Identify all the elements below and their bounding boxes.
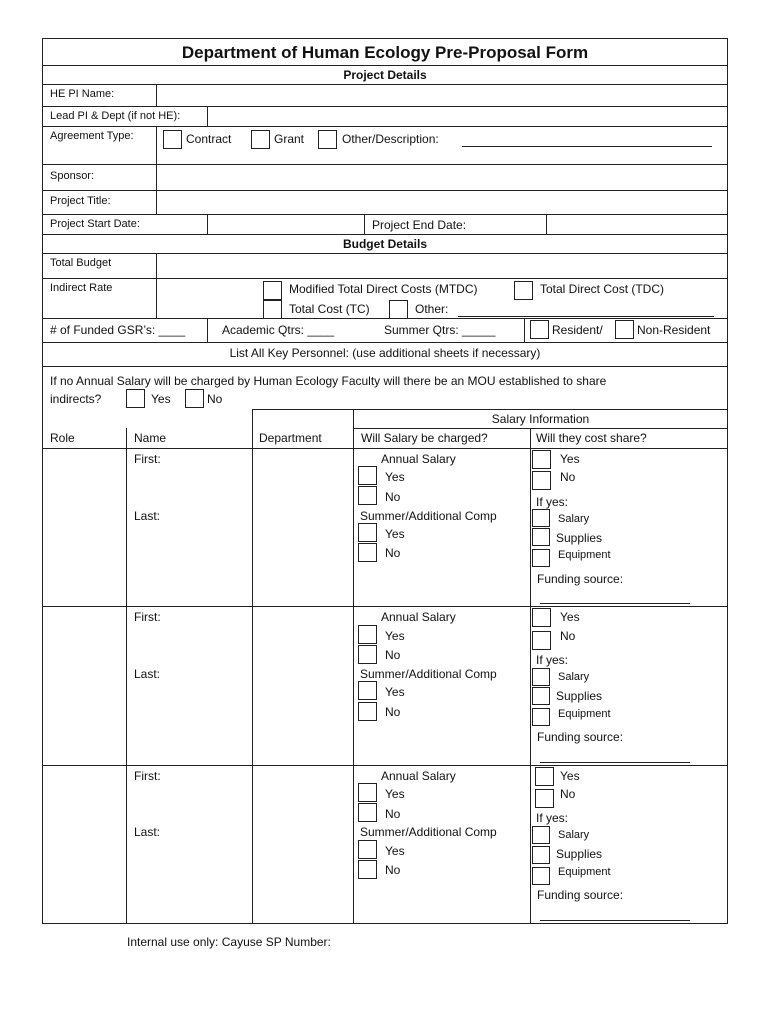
salary-checkbox[interactable] bbox=[532, 668, 550, 686]
annual-salary-label: Annual Salary bbox=[381, 452, 456, 466]
supplies-label: Supplies bbox=[556, 847, 603, 861]
mou-yes-checkbox[interactable] bbox=[126, 389, 145, 408]
grant-checkbox[interactable] bbox=[251, 130, 270, 149]
no-label: No bbox=[560, 787, 576, 801]
salary-info-header: Salary Information bbox=[491, 412, 590, 426]
no-label: No bbox=[385, 807, 401, 821]
annual-salary-label: Annual Salary bbox=[381, 769, 456, 783]
last-name-label: Last: bbox=[134, 825, 161, 839]
other-description-field[interactable] bbox=[462, 146, 712, 147]
indirect-rate-field[interactable] bbox=[157, 279, 255, 317]
resident-label: Resident/ bbox=[552, 323, 603, 337]
internal-use-label: Internal use only: Cayuse SP Number: bbox=[127, 935, 331, 949]
nonresident-checkbox[interactable] bbox=[615, 320, 634, 339]
divider bbox=[42, 126, 728, 127]
funding-source-label: Funding source: bbox=[537, 730, 624, 744]
col-divider bbox=[353, 409, 354, 923]
row-divider bbox=[42, 765, 728, 766]
cost-share-no-checkbox[interactable] bbox=[532, 471, 551, 490]
annual-salary-no-checkbox[interactable] bbox=[358, 803, 377, 822]
divider bbox=[364, 214, 365, 234]
contract-label: Contract bbox=[186, 132, 232, 146]
no-label: No bbox=[560, 470, 576, 484]
if-yes-label: If yes: bbox=[536, 495, 569, 509]
agreement-type-label: Agreement Type: bbox=[50, 130, 134, 142]
divider bbox=[42, 234, 728, 235]
yes-label: Yes bbox=[385, 527, 405, 541]
col-divider bbox=[126, 428, 127, 923]
last-name-label: Last: bbox=[134, 667, 161, 681]
nonresident-label: Non-Resident bbox=[637, 323, 711, 337]
lead-pi-field[interactable] bbox=[208, 107, 727, 125]
tdc-checkbox[interactable] bbox=[514, 281, 533, 300]
mou-question-line2: indirects? bbox=[50, 392, 102, 406]
equipment-checkbox[interactable] bbox=[532, 708, 550, 726]
tdc-label: Total Direct Cost (TDC) bbox=[540, 282, 665, 296]
no-label: No bbox=[560, 629, 576, 643]
project-title-field[interactable] bbox=[157, 191, 727, 213]
salary-checkbox[interactable] bbox=[532, 509, 550, 527]
divider bbox=[353, 428, 728, 429]
summer-qtrs-label: Summer Qtrs: _____ bbox=[384, 323, 496, 337]
col-department: Department bbox=[259, 431, 322, 445]
funding-source-label: Funding source: bbox=[537, 572, 624, 586]
cost-share-yes-checkbox[interactable] bbox=[532, 608, 551, 627]
funding-source-field[interactable] bbox=[540, 603, 690, 604]
end-date-label: Project End Date: bbox=[372, 218, 467, 232]
salary-label: Salary bbox=[558, 513, 590, 525]
other-rate-field[interactable] bbox=[458, 316, 714, 317]
first-name-label: First: bbox=[134, 452, 161, 466]
supplies-checkbox[interactable] bbox=[532, 687, 550, 705]
no-label: No bbox=[385, 705, 401, 719]
supplies-label: Supplies bbox=[556, 689, 603, 703]
project-details-header: Project Details bbox=[343, 68, 427, 82]
no-label: No bbox=[385, 490, 401, 504]
divider bbox=[42, 278, 728, 279]
other-description-label: Other/Description: bbox=[342, 132, 439, 146]
divider bbox=[524, 318, 525, 342]
other-rate-label: Other: bbox=[415, 302, 449, 316]
no-label: No bbox=[385, 546, 401, 560]
salary-checkbox[interactable] bbox=[532, 826, 550, 844]
tc-label: Total Cost (TC) bbox=[289, 302, 370, 316]
annual-salary-label: Annual Salary bbox=[381, 610, 456, 624]
annual-salary-no-checkbox[interactable] bbox=[358, 486, 377, 505]
supplies-label: Supplies bbox=[556, 531, 603, 545]
start-date-label: Project Start Date: bbox=[50, 218, 140, 230]
mou-no-label: No bbox=[207, 392, 223, 406]
col-role: Role bbox=[50, 431, 75, 445]
sponsor-field[interactable] bbox=[157, 165, 727, 189]
mou-question-line1: If no Annual Salary will be charged by Human Ecology Faculty will there be an MOU established to share bbox=[50, 374, 607, 388]
summer-comp-no-checkbox[interactable] bbox=[358, 702, 377, 721]
yes-label: Yes bbox=[560, 769, 580, 783]
contract-checkbox[interactable] bbox=[163, 130, 182, 149]
if-yes-label: If yes: bbox=[536, 653, 569, 667]
equipment-checkbox[interactable] bbox=[532, 867, 550, 885]
col-divider bbox=[530, 428, 531, 923]
key-personnel-label: List All Key Personnel: (use additional sheets if necessary) bbox=[229, 346, 541, 360]
mou-no-checkbox[interactable] bbox=[185, 389, 204, 408]
equipment-label: Equipment bbox=[558, 549, 611, 561]
funding-source-field[interactable] bbox=[540, 762, 690, 763]
divider bbox=[42, 342, 728, 343]
summer-comp-no-checkbox[interactable] bbox=[358, 860, 377, 879]
yes-label: Yes bbox=[560, 610, 580, 624]
project-title-label: Project Title: bbox=[50, 195, 111, 207]
lead-pi-label: Lead PI & Dept (if not HE): bbox=[50, 110, 181, 122]
cost-share-yes-checkbox[interactable] bbox=[535, 767, 554, 786]
end-date-field[interactable] bbox=[547, 215, 727, 233]
yes-label: Yes bbox=[560, 452, 580, 466]
sponsor-label: Sponsor: bbox=[50, 170, 95, 182]
yes-label: Yes bbox=[385, 470, 405, 484]
form-border-left bbox=[42, 38, 43, 923]
no-label: No bbox=[385, 648, 401, 662]
no-label: No bbox=[385, 863, 401, 877]
form-border-bottom bbox=[42, 923, 728, 924]
funding-source-field[interactable] bbox=[540, 920, 690, 921]
grant-label: Grant bbox=[274, 132, 305, 146]
yes-label: Yes bbox=[385, 685, 405, 699]
divider bbox=[42, 65, 728, 66]
other-rate-checkbox[interactable] bbox=[389, 300, 408, 319]
salary-label: Salary bbox=[558, 829, 590, 841]
col-cost-share: Will they cost share? bbox=[536, 431, 647, 445]
row-divider bbox=[42, 606, 728, 607]
summer-comp-yes-checkbox[interactable] bbox=[358, 840, 377, 859]
salary-label: Salary bbox=[558, 671, 590, 683]
col-name: Name bbox=[134, 431, 167, 445]
divider bbox=[42, 366, 728, 367]
resident-checkbox[interactable] bbox=[530, 320, 549, 339]
funded-gsr-label: # of Funded GSR’s: ____ bbox=[50, 323, 186, 337]
first-name-label: First: bbox=[134, 769, 161, 783]
divider bbox=[156, 126, 157, 164]
divider bbox=[252, 409, 728, 410]
supplies-checkbox[interactable] bbox=[532, 528, 550, 546]
annual-salary-no-checkbox[interactable] bbox=[358, 645, 377, 664]
summer-comp-no-checkbox[interactable] bbox=[358, 543, 377, 562]
divider bbox=[42, 448, 728, 449]
form-title: Department of Human Ecology Pre-Proposal Form bbox=[181, 43, 589, 62]
form-border-right bbox=[727, 38, 728, 923]
equipment-label: Equipment bbox=[558, 866, 611, 878]
col-salary-charged: Will Salary be charged? bbox=[361, 431, 488, 445]
annual-salary-yes-checkbox[interactable] bbox=[358, 466, 377, 485]
mtdc-checkbox[interactable] bbox=[263, 281, 282, 300]
he-pi-name-label: HE PI Name: bbox=[50, 88, 115, 100]
tc-checkbox[interactable] bbox=[263, 300, 282, 319]
supplies-checkbox[interactable] bbox=[532, 846, 550, 864]
budget-details-header: Budget Details bbox=[342, 237, 427, 251]
he-pi-name-field[interactable] bbox=[157, 85, 727, 105]
if-yes-label: If yes: bbox=[536, 811, 569, 825]
cost-share-yes-checkbox[interactable] bbox=[532, 450, 551, 469]
equipment-checkbox[interactable] bbox=[532, 549, 550, 567]
col-divider bbox=[252, 409, 253, 923]
yes-label: Yes bbox=[385, 629, 405, 643]
form-border-top bbox=[42, 38, 728, 39]
total-budget-label: Total Budget bbox=[50, 257, 112, 269]
divider bbox=[42, 318, 728, 319]
summer-comp-label: Summer/Additional Comp bbox=[360, 825, 497, 839]
cost-share-no-checkbox[interactable] bbox=[535, 789, 554, 808]
first-name-label: First: bbox=[134, 610, 161, 624]
funding-source-label: Funding source: bbox=[537, 888, 624, 902]
cost-share-no-checkbox[interactable] bbox=[532, 631, 551, 650]
yes-label: Yes bbox=[385, 787, 405, 801]
equipment-label: Equipment bbox=[558, 708, 611, 720]
divider bbox=[207, 318, 208, 342]
start-date-field[interactable] bbox=[208, 215, 363, 233]
other-description-checkbox[interactable] bbox=[318, 130, 337, 149]
yes-label: Yes bbox=[385, 844, 405, 858]
last-name-label: Last: bbox=[134, 509, 161, 523]
mou-yes-label: Yes bbox=[151, 392, 171, 406]
annual-salary-yes-checkbox[interactable] bbox=[358, 625, 377, 644]
total-budget-field[interactable] bbox=[157, 254, 727, 277]
summer-comp-label: Summer/Additional Comp bbox=[360, 667, 497, 681]
summer-comp-yes-checkbox[interactable] bbox=[358, 681, 377, 700]
summer-comp-label: Summer/Additional Comp bbox=[360, 509, 497, 523]
summer-comp-yes-checkbox[interactable] bbox=[358, 523, 377, 542]
annual-salary-yes-checkbox[interactable] bbox=[358, 783, 377, 802]
academic-qtrs-label: Academic Qtrs: ____ bbox=[222, 323, 335, 337]
mtdc-label: Modified Total Direct Costs (MTDC) bbox=[289, 282, 478, 296]
indirect-rate-label: Indirect Rate bbox=[50, 282, 113, 294]
